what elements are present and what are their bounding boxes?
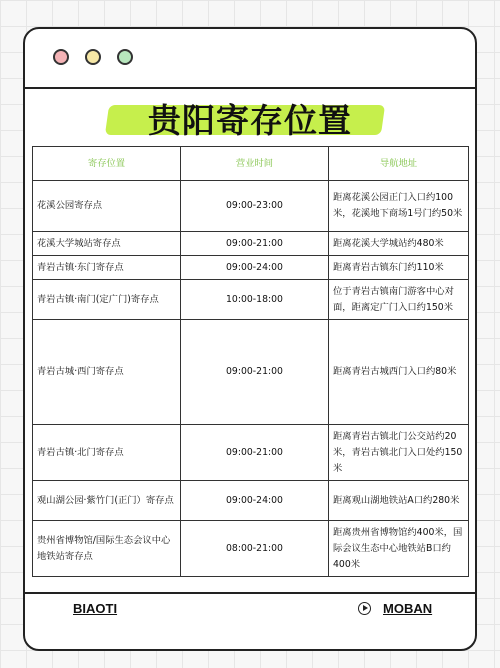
table-row — [33, 256, 469, 280]
footer-divider — [25, 592, 475, 594]
hours-cell: 09:00-23:00 — [181, 181, 329, 232]
table-header-row — [33, 147, 469, 181]
address-cell: 距离贵州省博物馆约400米，国际会议生态中心地铁站B口约400米 — [329, 521, 469, 577]
location-cell: 青岩古镇·南门(定广门)寄存点 — [33, 280, 181, 320]
column-header-address: 导航地址 — [329, 147, 469, 181]
location-cell: 观山湖公园·紫竹门(正门）寄存点 — [33, 481, 181, 521]
address-cell: 位于青岩古镇南门游客中心对面，距离定广门入口约150米 — [329, 280, 469, 320]
table-row — [33, 481, 469, 521]
storage-table — [32, 146, 469, 577]
location-cell: 贵州省博物馆/国际生态会议中心地铁站寄存点 — [33, 521, 181, 577]
address-cell: 距离花溪公园正门入口约100米，花溪地下商场1号门约50米 — [329, 181, 469, 232]
maximize-window-button[interactable] — [117, 49, 133, 65]
title-area — [25, 91, 475, 143]
address-cell: 距离花溪大学城站约480米 — [329, 232, 469, 256]
address-cell: 距离观山湖地铁站A口约280米 — [329, 481, 469, 521]
footer-biaoti-link[interactable]: BIAOTI — [73, 601, 118, 616]
hours-cell: 09:00-21:00 — [181, 232, 329, 256]
window-titlebar — [25, 29, 475, 89]
column-header-location: 寄存位置 — [33, 147, 181, 181]
hours-cell: 10:00-18:00 — [181, 280, 329, 320]
address-cell: 距离青岩古镇东门约110米 — [329, 256, 469, 280]
table-row — [33, 320, 469, 425]
location-cell: 青岩古镇·东门寄存点 — [33, 256, 181, 280]
close-window-button[interactable] — [53, 49, 69, 65]
table-row — [33, 181, 469, 232]
table-row — [33, 521, 469, 577]
card — [23, 27, 477, 651]
footer-moban-label: MOBAN — [383, 600, 433, 616]
hours-cell: 09:00-24:00 — [181, 256, 329, 280]
footer-moban-link[interactable] — [358, 599, 432, 617]
minimize-window-button[interactable] — [85, 49, 101, 65]
hours-cell: 08:00-21:00 — [181, 521, 329, 577]
table-row — [33, 280, 469, 320]
location-cell: 花溪大学城站寄存点 — [33, 232, 181, 256]
column-header-hours: 营业时间 — [181, 147, 329, 181]
address-cell: 距离青岩古城西门入口约80米 — [329, 320, 469, 425]
page-title: 贵阳寄存位置 — [148, 101, 352, 140]
table-row — [33, 232, 469, 256]
location-cell: 青岩古城·西门寄存点 — [33, 320, 181, 425]
hours-cell: 09:00-21:00 — [181, 425, 329, 481]
address-cell: 距离青岩古镇北门公交站约20米，青岩古镇北门入口处约150米 — [329, 425, 469, 481]
location-cell: 花溪公园寄存点 — [33, 181, 181, 232]
play-icon — [358, 602, 371, 615]
hours-cell: 09:00-24:00 — [181, 481, 329, 521]
hours-cell: 09:00-21:00 — [181, 320, 329, 425]
location-cell: 青岩古镇·北门寄存点 — [33, 425, 181, 481]
table-row — [33, 425, 469, 481]
